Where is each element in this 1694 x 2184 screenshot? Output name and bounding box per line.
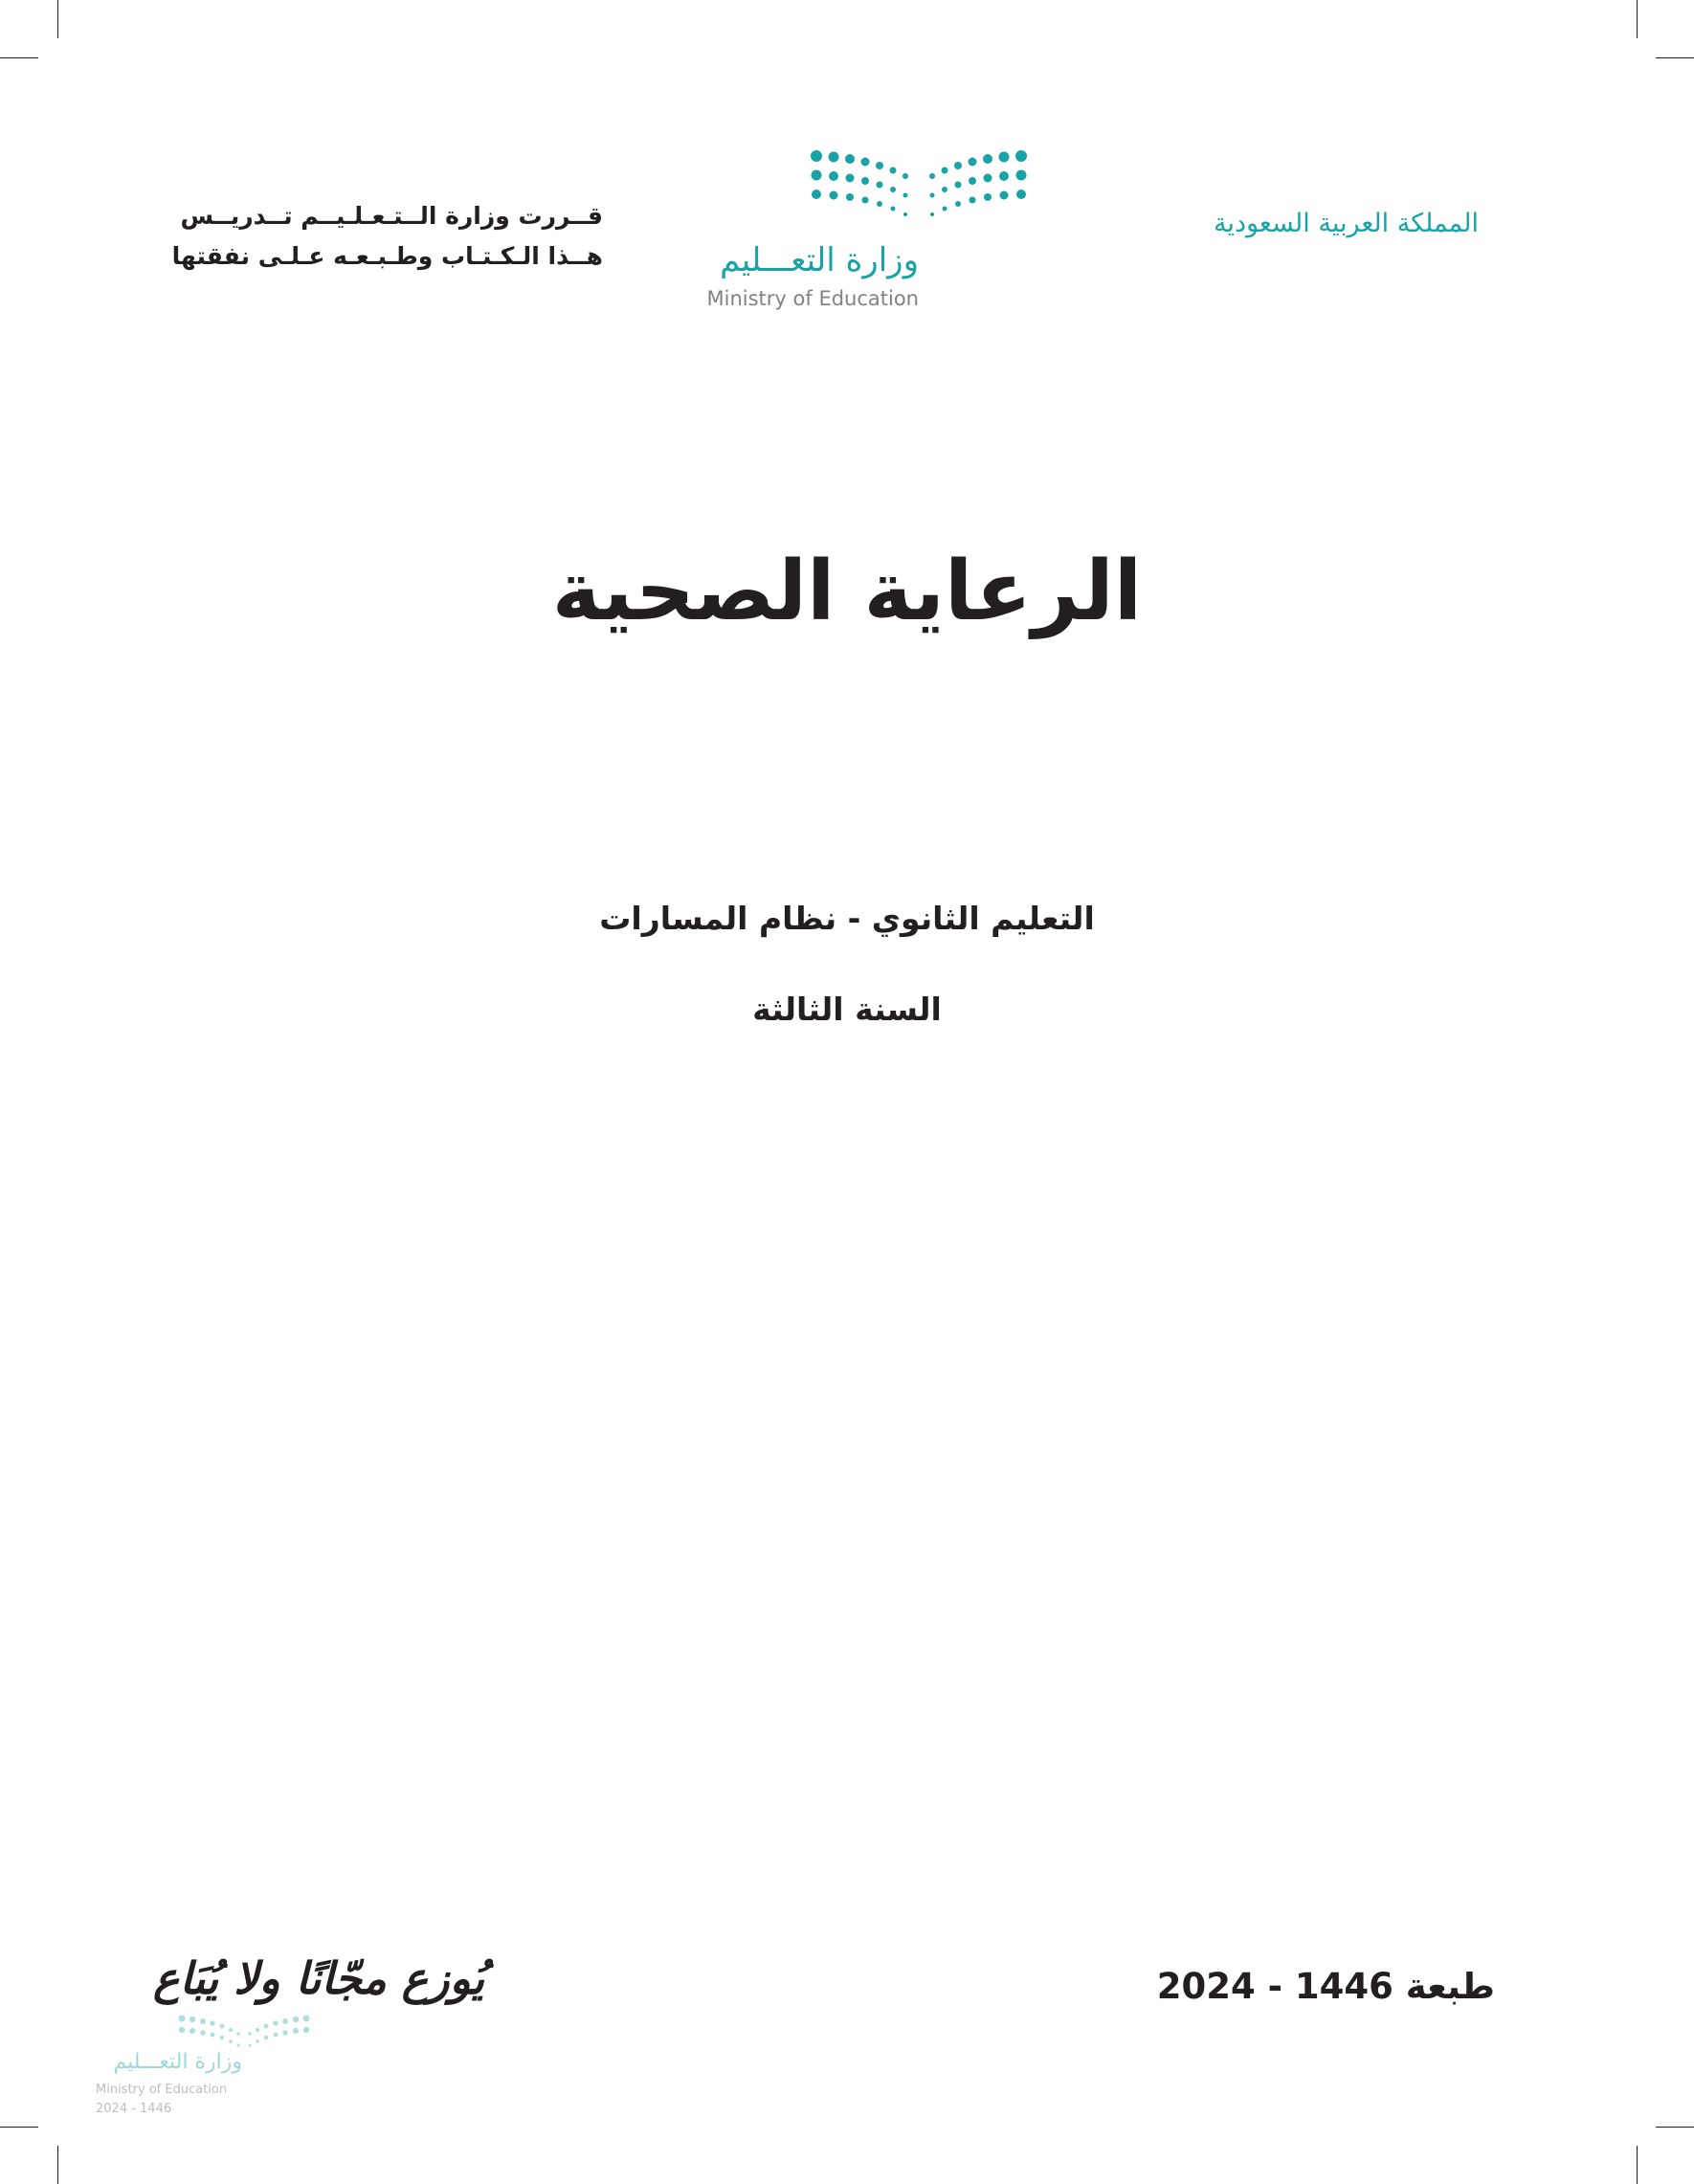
kingdom-name: المملكة العربية السعودية (1213, 209, 1479, 238)
crop-mark (57, 0, 58, 38)
crop-mark (1637, 0, 1638, 38)
crop-mark (1656, 2127, 1694, 2128)
crop-mark (57, 2146, 58, 2184)
ministry-name-english: Ministry of Education (706, 287, 919, 310)
watermark-dots-icon (177, 2014, 311, 2052)
education-track: التعليم الثانوي - نظام المسارات (599, 900, 1095, 937)
watermark-ministry-english: Ministry of Education (96, 2083, 228, 2097)
school-year: السنة الثالثة (752, 991, 942, 1028)
approval-statement (171, 196, 603, 277)
watermark-ministry-arabic: وزارة التعـــليم (113, 2050, 242, 2074)
edition-label: طبعة 1446 - 2024 (1156, 1966, 1495, 2007)
approval-line: قــررت وزارة الــتـعـلـيــم تــدريــس (180, 202, 603, 230)
ministry-name-arabic: وزارة التعـــليم (720, 241, 919, 279)
ministry-dots-logo-icon (809, 148, 1029, 225)
book-title: الرعاية الصحية (551, 544, 1143, 639)
approval-line: هــذا الـكـتـاب وطـبـعـه عـلـى نفقتها (171, 242, 603, 270)
crop-mark (1637, 2146, 1638, 2184)
crop-mark (0, 2127, 38, 2128)
crop-mark (0, 57, 38, 58)
crop-mark (1656, 57, 1694, 58)
free-distribution-note: يُوزع مجّانًا ولا يُبَاع (153, 1952, 485, 2004)
watermark-year: 2024 - 1446 (96, 2102, 172, 2116)
